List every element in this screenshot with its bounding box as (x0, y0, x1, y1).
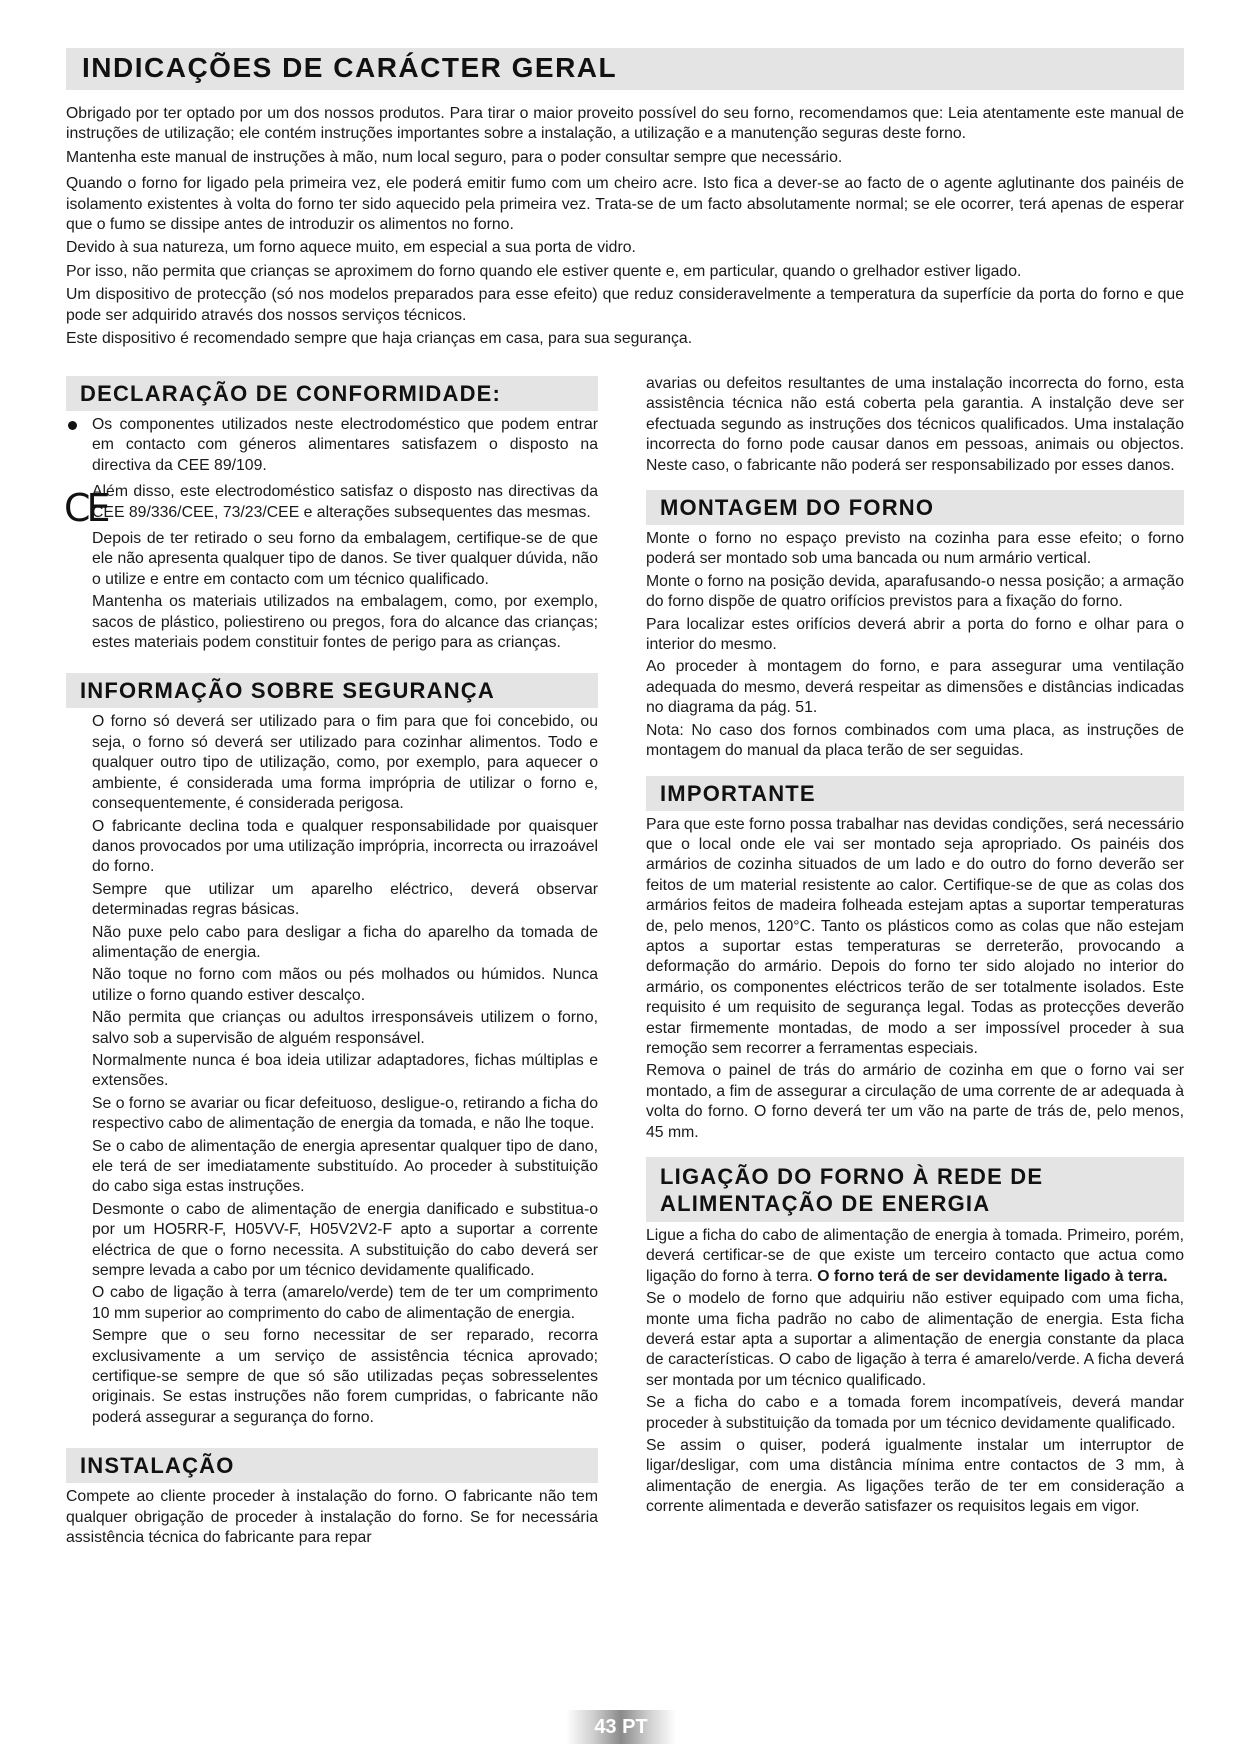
importante-heading: IMPORTANTE (646, 776, 1184, 811)
seguranca-paragraph: Não permita que crianças ou adultos irresponsáveis utilizem o forno, salvo sob a supervisão de alguém responsável. (92, 1009, 598, 1047)
right-column (646, 374, 1184, 1520)
seguranca-paragraph: O fabricante declina toda e qualquer responsabilidade por quaisquer danos provocados por uma utilização imprópria, incorrecta ou irrazoável do forno. (92, 817, 598, 876)
seguranca-paragraph: Normalmente nunca é boa ideia utilizar adaptadores, fichas múltiplas e extensões. (92, 1051, 598, 1090)
intro-section (66, 104, 1184, 352)
seguranca-paragraph: Não toque no forno com mãos ou pés molhados ou húmidos. Nunca utilize o forno quando estiver descalço. (92, 966, 598, 1004)
intro-paragraph: Por isso, não permita que crianças se aproximem do forno quando ele estiver quente e, em particular, quando o grelhador estiver ligado. (66, 262, 1022, 280)
montagem-paragraph: Ao proceder à montagem do forno, e para assegurar uma ventilação adequada do mesmo, deverá respeitar as dimensões e distâncias indicadas no diagrama da pág. 51. (646, 658, 1184, 717)
seguranca-paragraph: Desmonte o cabo de alimentação de energia danificado e substitua-o por um HO5RR-F, H05VV-F, H05V2V2-F apto a suportar a corrente eléctrica de que o forno necessita. A substituição do cabo deverá ser sempre levada a cabo por um técnico devidamente qualificado. (92, 1200, 598, 1280)
intro-paragraph: Mantenha este manual de instruções à mão, num local seguro, para o poder consultar sempre que necessário. (66, 148, 843, 166)
intro-paragraph: Um dispositivo de protecção (só nos modelos preparados para esse efeito) que reduz consideravelmente a temperatura da superfície da porta do forno e que pode ser adquirido através dos nossos serviços técnicos. (66, 286, 1184, 324)
intro-paragraph: Quando o forno for ligado pela primeira vez, ele poderá emitir fumo com um cheiro acre. Isto fica a dever-se ao facto de o agente aglutinante dos painéis de isolamento existentes à volta do forno ter sido aquecido pela primeira vez. Trata-se de um facto absolutamente normal; se ele ocorrer, terá apenas de esperar que o fumo se dissipe antes de introduzir os alimentos no forno. (66, 175, 1184, 234)
seguranca-paragraph: Sempre que utilizar um aparelho eléctrico, deverá observar determinadas regras básicas. (92, 880, 598, 919)
montagem-heading: MONTAGEM DO FORNO (646, 490, 1184, 525)
seguranca-paragraph: Sempre que o seu forno necessitar de ser reparado, recorra exclusivamente a um serviço de assistência técnica aprovado; certifique-se sempre de que só são utilizadas peças sobresselentes originais. Se estas instruções não forem cumpridas, o fabricante não poderá assegurar a segurança do forno. (92, 1327, 598, 1426)
ligacao-heading (646, 1157, 1184, 1222)
importante-paragraph: Remova o painel de trás do armário de cozinha em que o forno vai ser montado, a fim de assegurar a circulação de uma corrente de ar adequada à volta do forno. O forno deverá ter um vão na parte de trás de, pelo menos, 45 mm. (646, 1062, 1184, 1141)
instalacao-paragraph: Compete ao cliente proceder à instalação do forno. O fabricante não tem qualquer obrigação de proceder à instalação do forno. Se for necessária assistência técnica do fabricante para repar (66, 1488, 598, 1547)
ligacao-paragraph: Se assim o quiser, poderá igualmente instalar um interruptor de ligar/desligar, com uma distância mínima entre contactos de 3 mm, à alimentação de energia. As ligações terão de ter em consideração a corrente alimentada e deverão satisfazer os requisitos legais em vigor. (646, 1437, 1184, 1516)
seguranca-paragraph: O forno só deverá ser utilizado para o fim para que foi concebido, ou seja, o forno só deverá ser utilizado para cozinhar alimentos. Todo e qualquer outro tipo de utilização, como, por exemplo, para aquecer o ambiente, é considerada uma forma imprópria de utilizar o forno e, consequentemente, é considerada perigosa. (92, 713, 598, 813)
intro-paragraph: Devido à sua natureza, um forno aquece muito, em especial a sua porta de vidro. (66, 239, 636, 257)
page-number: 43 PT (566, 1710, 676, 1744)
seguranca-paragraph: Se o cabo de alimentação de energia apresentar qualquer tipo de dano, ele terá de ser imediatamente substituído. Ao proceder à substituição do cabo siga estas instruções. (92, 1137, 598, 1196)
ce-mark-icon: CE (64, 486, 107, 531)
montagem-paragraph: Para localizar estes orifícios deverá abrir a porta do forno e olhar para o interior do mesmo. (646, 615, 1184, 654)
ligacao-heading-line1: LIGAÇÃO DO FORNO À REDE DE (660, 1164, 1044, 1189)
seguranca-paragraph: O cabo de ligação à terra (amarelo/verde) tem de ter um comprimento 10 mm superior ao comprimento do cabo de alimentação de energia. (92, 1284, 598, 1322)
ligacao-text: Ligue a ficha do cabo de alimentação de energia à tomada. Primeiro, porém, deverá certificar-se de que existe um terceiro contacto que actua como ligação do forno à terra. (646, 1227, 1184, 1285)
ligacao-heading-line2: ALIMENTAÇÃO DE ENERGIA (660, 1191, 991, 1216)
montagem-paragraph: Nota: No caso dos fornos combinados com uma placa, as instruções de montagem do manual da placa terão de ser seguidas. (646, 721, 1184, 760)
declaracao-heading: DECLARAÇÃO DE CONFORMIDADE: (66, 376, 598, 411)
declaracao-paragraph: Depois de ter retirado o seu forno da embalagem, certifique-se de que ele não apresenta qualquer tipo de danos. Se tiver qualquer dúvida, não o utilize e entre em contacto com um técnico qualificado. (92, 530, 598, 588)
intro-paragraph: Este dispositivo é recomendado sempre que haja crianças em casa, para sua segurança. (66, 330, 693, 348)
intro-paragraph: Obrigado por ter optado por um dos nossos produtos. Para tirar o maior proveito possível do seu forno, recomendamos que: Leia atentamente este manual de instruções de utilização; ele contém instruções importantes sobre a instalação, a utilização e a manutenção seguras deste forno. (66, 105, 1184, 143)
instalacao-heading: INSTALAÇÃO (66, 1448, 598, 1483)
declaracao-paragraph: Os componentes utilizados neste electrodoméstico que podem entrar em contacto com géneros alimentares satisfazem o disposto na directiva da CEE 89/109. (92, 416, 598, 474)
montagem-paragraph: Monte o forno na posição devida, aparafusando-o nessa posição; a armação do forno dispõe de quatro orifícios previstos para a fixação do forno. (646, 572, 1184, 611)
declaracao-paragraph: Mantenha os materiais utilizados na embalagem, como, por exemplo, sacos de plástico, poliestireno ou pregos, fora do alcance das crianças; estes materiais podem constituir fontes de perigo para as crianças. (92, 593, 598, 652)
bullet-icon (68, 421, 77, 430)
declaracao-paragraph: Além disso, este electrodoméstico satisfaz o disposto nas directivas da CEE 89/336/CEE, 73/23/CEE e alterações subsequentes das mesmas. (92, 483, 598, 521)
importante-paragraph: Para que este forno possa trabalhar nas devidas condições, será necessário que o local onde ele vai ser montado seja apropriado. Os painéis dos armários de cozinha situados de um lado e do outro do forno deverão ser feitos de um material resistente ao calor. Certifique-se de que as colas dos armários feitos de madeira folheada estejam aptas a suportar temperaturas de, pelo menos, 120°C. Tanto os plásticos como as colas que não estejam aptos a suportar estas temperaturas se derreterão, provocando a deformação do armário. Depois do forno ter sido alojado no interior do armário, os componentes eléctricos terão de ser totalmente isolados. Este requisito é um requisito de segurança legal. Todas as protecções deverão estar firmemente montadas, de modo a ser impossível proceder à sua remoção sem recorrer a ferramentas especiais. (646, 815, 1184, 1057)
montagem-paragraph: Monte o forno no espaço previsto na cozinha para esse efeito; o forno poderá ser montado sob uma bancada ou num armário vertical. (646, 530, 1184, 568)
instalacao-paragraph-continued: avarias ou defeitos resultantes de uma instalação incorrecta do forno, esta assistência técnica não está coberta pela garantia. A instalção deve ser efectuada segundo as instruções dos técnicos qualificados. Uma instalação incorrecta do forno pode causar danos em pessoas, animais ou objectos. Neste caso, o fabricante não poderá ser responsabilizado por esses danos. (646, 375, 1184, 474)
seguranca-heading: INFORMAÇÃO SOBRE SEGURANÇA (66, 673, 598, 708)
ligacao-paragraph: Se o modelo de forno que adquiriu não estiver equipado com uma ficha, monte uma ficha padrão no cabo de alimentação de energia. Esta ficha deverá estar apta a suportar a alimentação de energia constante da placa de características. O cabo de ligação à terra é amarelo/verde. A ficha deverá ser montada por um técnico qualificado. (646, 1290, 1184, 1389)
seguranca-paragraph: Não puxe pelo cabo para desligar a ficha do aparelho da tomada de alimentação de energia. (92, 923, 598, 961)
declaracao-section (66, 415, 598, 653)
ligacao-paragraph (646, 1226, 1184, 1287)
page-title: INDICAÇÕES DE CARÁCTER GERAL (66, 48, 1184, 90)
seguranca-paragraph: Se o forno se avariar ou ficar defeituoso, desligue-o, retirando a ficha do respectivo cabo de alimentação de energia da tomada, e não lhe toque. (92, 1094, 598, 1133)
ce-block (64, 482, 598, 531)
left-column (66, 376, 598, 1551)
ligacao-paragraph: Se a ficha do cabo e a tomada forem incompatíveis, deverá mandar proceder à substituição da tomada por um técnico devidamente qualificado. (646, 1394, 1184, 1432)
ligacao-warning: O forno terá de ser devidamente ligado à terra. (817, 1267, 1168, 1285)
seguranca-section (66, 712, 598, 1428)
